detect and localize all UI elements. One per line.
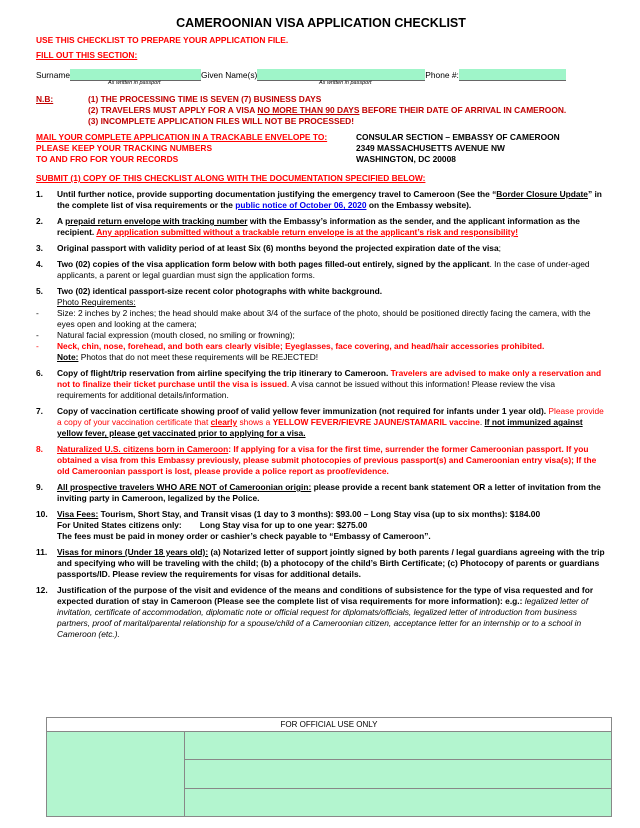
list-item: 7. Copy of vaccination certificate showing proof of valid yellow fever immunization (not required for infants under 1 year old). Please provide a copy of your vaccination certificate that clearly shows a YELLOW FEVER/FIEVRE JAUNE/STAMARIL vaccine. If not immunized against yellow fever, please get vaccinated prior to applying for a visa. (36, 406, 604, 438)
public-notice-link[interactable]: public notice of October 06, 2020 (235, 200, 367, 210)
nb-note-3: (3) INCOMPLETE APPLICATION FILES WILL NOT BE PROCESSED! (88, 116, 354, 126)
mailing-instructions: MAIL YOUR COMPLETE APPLICATION IN A TRACKABLE ENVELOPE TO: PLEASE KEEP YOUR TRACKING NUMBERS TO AND FRO FOR YOUR RECORDS (36, 132, 328, 164)
given-name-caption: As written in passport (319, 80, 372, 86)
photo-req-expression: - Natural facial expression (mouth closed, no smiling or frowning); (36, 330, 295, 340)
nb-section (36, 94, 606, 127)
list-item: 2. A prepaid return envelope with tracking number with the Embassy’s information as the sender, and the applicant information as the recipient. Any application submitted without a trackable return envelope is at the applicant’s risk and responsibility! (36, 216, 580, 237)
list-item: 10. Visa Fees: Tourism, Short Stay, and Transit visas (1 day to 3 months): $93.00 – Long Stay visa (up to six months): $184.00 For United States citizens only: Long Stay visa for up to one year: $275.00 The fees must be paid in money order or cashier’s check payable to “Embassy of Cameroon”. (36, 509, 541, 541)
mailing-section (36, 132, 606, 165)
nb-label: N.B: (36, 94, 54, 104)
nb-note-1: (1) THE PROCESSING TIME IS SEVEN (7) BUSINESS DAYS (88, 94, 322, 104)
submit-heading: SUBMIT (1) COPY OF THIS CHECKLIST ALONG WITH THE DOCUMENTATION SPECIFIED BELOW: (36, 173, 426, 183)
checklist-page (36, 16, 606, 640)
official-use-field[interactable] (185, 732, 611, 760)
photo-req-visibility: - Neck, chin, nose, forehead, and both ears clearly visible; Eyeglasses, face covering, and head/hair accessories prohibited. Note: Photos that do not meet these requirements will be REJECTED! (36, 341, 545, 362)
phone-label: Phone #: (425, 70, 459, 80)
given-name-label: Given Name(s) (200, 70, 258, 80)
list-item: 9. All prospective travelers WHO ARE NOT of Cameroonian origin: please provide a recent bank statement OR a letter of invitation from the inviting party in Cameroon, legalized by the Police. (36, 482, 601, 503)
list-item: 8. Naturalized U.S. citizens born in Cameroon: If applying for a visa for the first time, surrender the former Cameroonian passport. If you obtained a visa from this Embassy previously, please submit photocopies of previous passport(s) and Cameroonian entry visa(s); If the old Cameroonian passport is lost, please provide a police report as proof/evidence. (36, 444, 597, 476)
nb-notes (88, 94, 566, 127)
list-item: 5. Two (02) identical passport-size recent color photographs with white background. Photo Requirements: (36, 286, 606, 308)
photo-req-size: - Size: 2 inches by 2 inches; the head should make about 3/4 of the surface of the photo, should be positioned directly facing the camera, with the eyes open and looking at the camera; (36, 308, 591, 329)
fill-out-heading: FILL OUT THIS SECTION: (36, 50, 138, 60)
nb-note-2: (2) TRAVELERS MUST APPLY FOR A VISA NO MORE THAN 90 DAYS BEFORE THEIR DATE OF ARRIVAL IN CAMEROON. (88, 105, 567, 115)
list-item: 1. Until further notice, provide supporting documentation justifying the emergency travel to Cameroon (See the “Border Closure Update” in the complete list of visa requirements or the public notice of October 06, 2020 on the Embassy website). (36, 189, 602, 210)
official-use-field[interactable] (47, 732, 185, 816)
photo-requirements-heading: Photo Requirements: (57, 297, 136, 307)
list-item: 3. Original passport with validity period of at least Six (6) months beyond the projected expiration date of the visa; (36, 243, 501, 253)
surname-label: Surname (36, 70, 70, 80)
embassy-address: CONSULAR SECTION – EMBASSY OF CAMEROON 2349 MASSACHUSETTS AVENUE NW WASHINGTON, DC 20008 (356, 132, 560, 164)
list-item: 4. Two (02) copies of the visa application form below with both pages filled-out entirely, signed by the applicant. In the case of under-aged applicants, a parent or legal guardian must sign the application forms. (36, 259, 590, 280)
list-item: 12. Justification of the purpose of the visit and evidence of the means and conditions of subsistence for the type of visa requested and for expected duration of stay in Cameroon (Please see the complete list of visa requirements for more information): e.g.: legalized letter of invitation, certificate of accommodation, diplomatic note or official request for diplomats/officials, legalized letter of introduction from business partners, proof of marital/parental relationship for a spouse/child of a Cameroonian citizen, acceptance letter for an internship or to a school in Cameroon (etc.). (36, 585, 594, 639)
list-item: 6. Copy of flight/trip reservation from airline specifying the trip itinerary to Cameroon. Travelers are advised to make only a reservation and not to finalize their ticket purchase until the visa is issued. A visa cannot be issued without this information! Please review the visa requirements for additional details/information. (36, 368, 602, 400)
page-title: CAMEROONIAN VISA APPLICATION CHECKLIST (176, 16, 466, 30)
official-use-title: FOR OFFICIAL USE ONLY (47, 718, 611, 732)
use-checklist-instruction: USE THIS CHECKLIST TO PREPARE YOUR APPLICATION FILE. (36, 35, 289, 45)
list-item: 11. Visas for minors (Under 18 years old): (a) Notarized letter of support jointly signed by both parents / legal guardians agreeing with the trip and specifying who will be traveling with the child; (b) a photocopy of the child’s Birth Certificate; (c) Photocopy of parents or guardians passports/ID. Please review the requirements for visas for additional details. (36, 547, 605, 579)
requirements-list (36, 189, 606, 640)
official-use-box (46, 717, 612, 817)
applicant-info-row (36, 69, 606, 90)
photo-requirements (36, 308, 606, 363)
official-use-field[interactable] (185, 789, 611, 816)
official-use-field[interactable] (185, 760, 611, 788)
surname-caption: As written in passport (108, 80, 161, 86)
phone-field[interactable] (459, 69, 566, 81)
